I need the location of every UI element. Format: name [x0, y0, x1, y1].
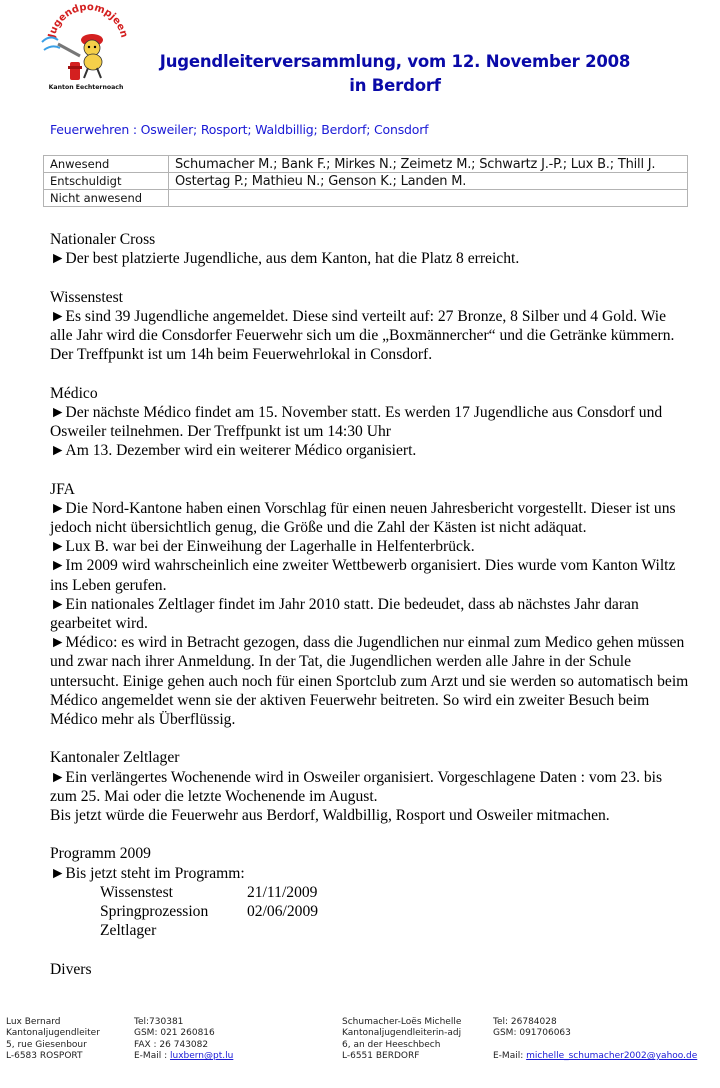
footer-email-link[interactable]: michelle_schumacher2002@yahoo.de [526, 1051, 698, 1062]
footer-tel: Tel:730381 [134, 1017, 184, 1027]
footer-gsm: GSM: 021 260816 [134, 1028, 215, 1039]
footer-email-row [134, 1051, 233, 1062]
footer-name: Lux Bernard [6, 1017, 61, 1027]
program-item [50, 883, 690, 902]
footer-email-label: E-Mail: [493, 1051, 527, 1062]
section-heading: Nationaler Cross [50, 231, 156, 248]
footer-left-contact [134, 1017, 233, 1063]
attendance-label-entschuldigt: Entschuldigt [44, 173, 169, 190]
attendance-value-nicht-anwesend [169, 190, 688, 207]
section-line: ►Médico: es wird in Betracht gezogen, dass die Jugendlichen nur einmal zum Medico gehen müssen und zwar nach ihrer Anmeldung. In der Tat, die Jugendlichen werden alle Jahre in der Schule untersucht. Einige gehen auch noch für einen Sportclub zum Arzt und sie werden so automatisch beim Médico angemeldet wenn sie der aktiven Feuerwehr beitreten. So wird ein zweiter Besuch beim Médico mehr als Überflüssig. [50, 634, 689, 729]
section-line: Der Treffpunkt ist um 14h beim Feuerwehrlokal in Consdorf. [50, 346, 433, 364]
footer-email-link[interactable]: luxbern@pt.lu [169, 1051, 234, 1062]
section-heading: Divers [50, 960, 92, 978]
footer-fax: FAX : 26 743082 [134, 1039, 209, 1050]
section-heading: Médico [50, 384, 98, 402]
title-line-2: in Berdorf [349, 76, 441, 95]
section-heading: Kantonaler Zeltlager [50, 749, 180, 767]
section-line: ►Es sind 39 Jugendliche angemeldet. Diese sind verteilt auf: 27 Bronze, 8 Silber und 4 Gold. Wie alle Jahr wird die Consdorfer Feuerwehr sich um die „Boxmännercher“ und die Getränke kümmern. [50, 307, 675, 344]
footer-city: L-6583 ROSPORT [6, 1051, 83, 1062]
program-item [50, 902, 690, 921]
section-line: ►Die Nord-Kantone haben einen Vorschlag für einen neuen Jahresbericht vorgestellt. Dieser ist uns jedoch nicht übersichtlich genug, die Größe und die Zahl der Kästen ist nicht adäquat. [50, 499, 676, 536]
section-line: Bis jetzt würde die Feuerwehr aus Berdorf, Waldbillig, Rosport und Osweiler mitmachen. [50, 807, 610, 825]
section-zeltlager [50, 748, 690, 825]
section-line: ►Ein nationales Zeltlager findet im Jahr 2010 statt. Die bedeudet, dass ab nächstes Jahr daran gearbeitet wird. [50, 595, 639, 633]
section-line: ►Im 2009 wird wahrscheinlich eine zweiter Wettbewerb organisiert. Dies wurde vom Kanton Wiltz ins Leben gerufen. [50, 557, 676, 594]
program-item-date: 21/11/2009 [247, 883, 318, 901]
table-row [44, 156, 688, 173]
section-heading: JFA [50, 480, 75, 498]
section-divers [50, 960, 690, 979]
footer-right-address [342, 1017, 461, 1063]
footer-street: 6, an der Heeschbech [342, 1039, 441, 1050]
section-programm [50, 844, 690, 940]
firefighter-mascot-icon [40, 4, 132, 94]
page-title [130, 50, 660, 98]
minutes-body [50, 230, 690, 998]
footer-role: Kantonaljugendleiter [6, 1028, 100, 1039]
section-line: ►Der best platzierte Jugendliche, aus dem Kanton, hat die Platz 8 erreicht. [50, 250, 520, 268]
section-line: ►Der nächste Médico findet am 15. November statt. Es werden 17 Jugendliche aus Consdorf und Osweiler teilnehmen. Der Treffpunkt ist um 14:30 Uhr [50, 403, 663, 440]
section-line: ►Lux B. war bei der Einweihung der Lagerhalle in Helfenterbrück. [50, 538, 475, 556]
section-medico [50, 384, 690, 461]
title-line-1: Jugendleiterversammlung, vom 12. November 2008 [159, 52, 631, 71]
logo-arc-text: Jugendpompjeen [46, 4, 130, 39]
footer-name: Schumacher-Loës Michelle [342, 1017, 462, 1027]
footer-email-label: E-Mail : [134, 1051, 170, 1062]
program-item-date: 02/06/2009 [247, 903, 319, 921]
attendance-label-nicht-anwesend: Nicht anwesend [44, 190, 169, 207]
footer-role: Kantonaljugendleiterin-adj [342, 1028, 462, 1039]
program-item-name: Springprozession [100, 903, 209, 921]
program-item [50, 921, 690, 940]
footer-left-address [6, 1017, 100, 1063]
section-line: ►Am 13. Dezember wird ein weiterer Médico organisiert. [50, 442, 417, 460]
section-heading: Wissenstest [50, 288, 124, 306]
logo-bottom-text: Kanton Eechternoach [48, 84, 124, 91]
section-cross [50, 230, 690, 268]
footer-email-row [493, 1051, 697, 1062]
jugendpompjeen-logo [40, 4, 132, 94]
section-line: ►Bis jetzt steht im Programm: [50, 864, 245, 882]
footer-gsm: GSM: 091706063 [493, 1028, 571, 1039]
table-row [44, 190, 688, 207]
attendance-label-anwesend: Anwesend [44, 156, 169, 173]
attendance-table [43, 155, 688, 207]
program-item-name: Wissenstest [100, 883, 174, 901]
section-wissenstest [50, 288, 690, 365]
feuerwehren-line: Feuerwehren : Osweiler; Rosport; Waldbillig; Berdorf; Consdorf [50, 122, 429, 137]
section-heading: Programm 2009 [50, 845, 151, 863]
attendance-value-entschuldigt: Ostertag P.; Mathieu N.; Genson K.; Landen M. [169, 173, 688, 190]
footer-tel: Tel: 26784028 [493, 1017, 557, 1027]
footer-right-contact [493, 1017, 697, 1063]
table-row [44, 173, 688, 190]
attendance-value-anwesend: Schumacher M.; Bank F.; Mirkes N.; Zeimetz M.; Schwartz J.-P.; Lux B.; Thill J. [169, 156, 688, 173]
footer-city: L-6551 BERDORF [342, 1051, 420, 1062]
footer-street: 5, rue Giesenbour [6, 1039, 87, 1050]
section-jfa [50, 480, 690, 730]
program-item-name: Zeltlager [100, 922, 157, 940]
section-line: ►Ein verlängertes Wochenende wird in Osweiler organisiert. Vorgeschlagene Daten : vom 23. bis zum 25. Mai oder die letzte Wochenende im August. [50, 768, 663, 805]
